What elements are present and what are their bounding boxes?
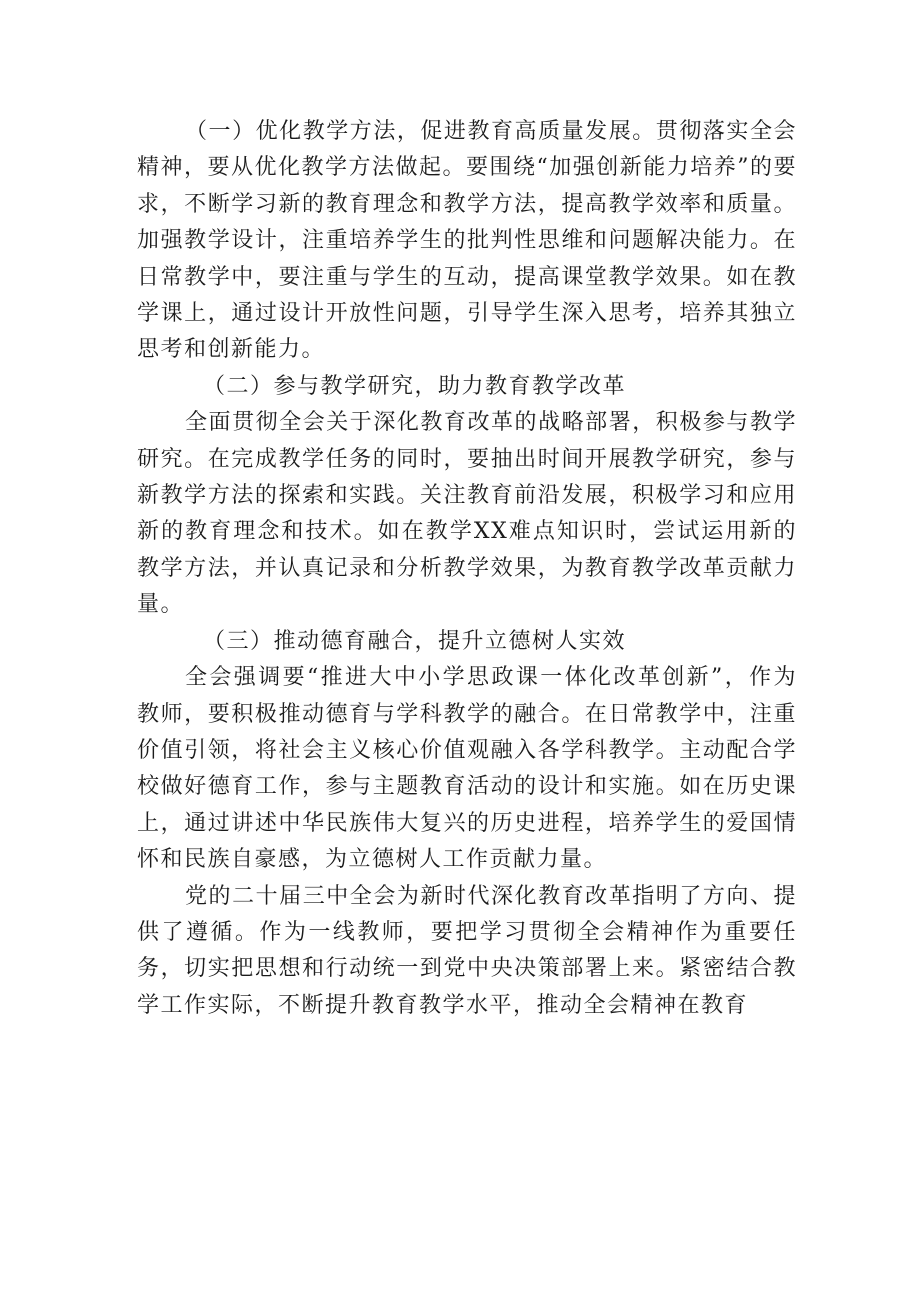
paragraph-moral-education: 全会强调要“推进大中小学思政课一体化改革创新”，作为教师，要积极推动德育与学科教学的融合。在日常教学中，注重价值引领，将社会主义核心价值观融入各学科教学。主动配合学校做好德育工作，参与主题教育活动的设计和实施。如在历史课上，通过讲述中华民族伟大复兴的历史进程，培养学生的爱国情怀和民族自豪感，为立德树人工作贡献力量。 [137,665,797,873]
paragraph-conclusion: 党的二十届三中全会为新时代深化教育改革指明了方向、提供了遵循。作为一线教师，要把学习贯彻全会精神作为重要任务，切实把思想和行动统一到党中央决策部署上来。紧密结合教学工作实际，不断提升教育教学水平，推动全会精神在教育 [137,883,797,1018]
paragraph-optimize-teaching: （一）优化教学方法，促进教育高质量发展。贯彻落实全会精神，要从优化教学方法做起。要围绕“加强创新能力培养”的要求，不断学习新的教育理念和教学方法，提高教学效率和质量。加强教学设计，注重培养学生的批判性思维和问题解决能力。在日常教学中，要注重与学生的互动，提高课堂教学效果。如在教学课上，通过设计开放性问题，引导学生深入思考，培养其独立思考和创新能力。 [137,119,797,363]
paragraph-teaching-research: 全面贯彻全会关于深化教育改革的战略部署，积极参与教学研究。在完成教学任务的同时，要抽出时间开展教学研究，参与新教学方法的探索和实践。关注教育前沿发展，积极学习和应用新的教育理念和技术。如在教学XX难点知识时，尝试运用新的教学方法，并认真记录和分析教学效果，为教育教学改革贡献力量。 [137,410,797,618]
document-body [137,114,797,1024]
heading-moral-education: （三）推动德育融合，提升立德树人实效 [203,628,627,654]
heading-teaching-research: （二）参与教学研究，助力教育教学改革 [203,373,627,399]
